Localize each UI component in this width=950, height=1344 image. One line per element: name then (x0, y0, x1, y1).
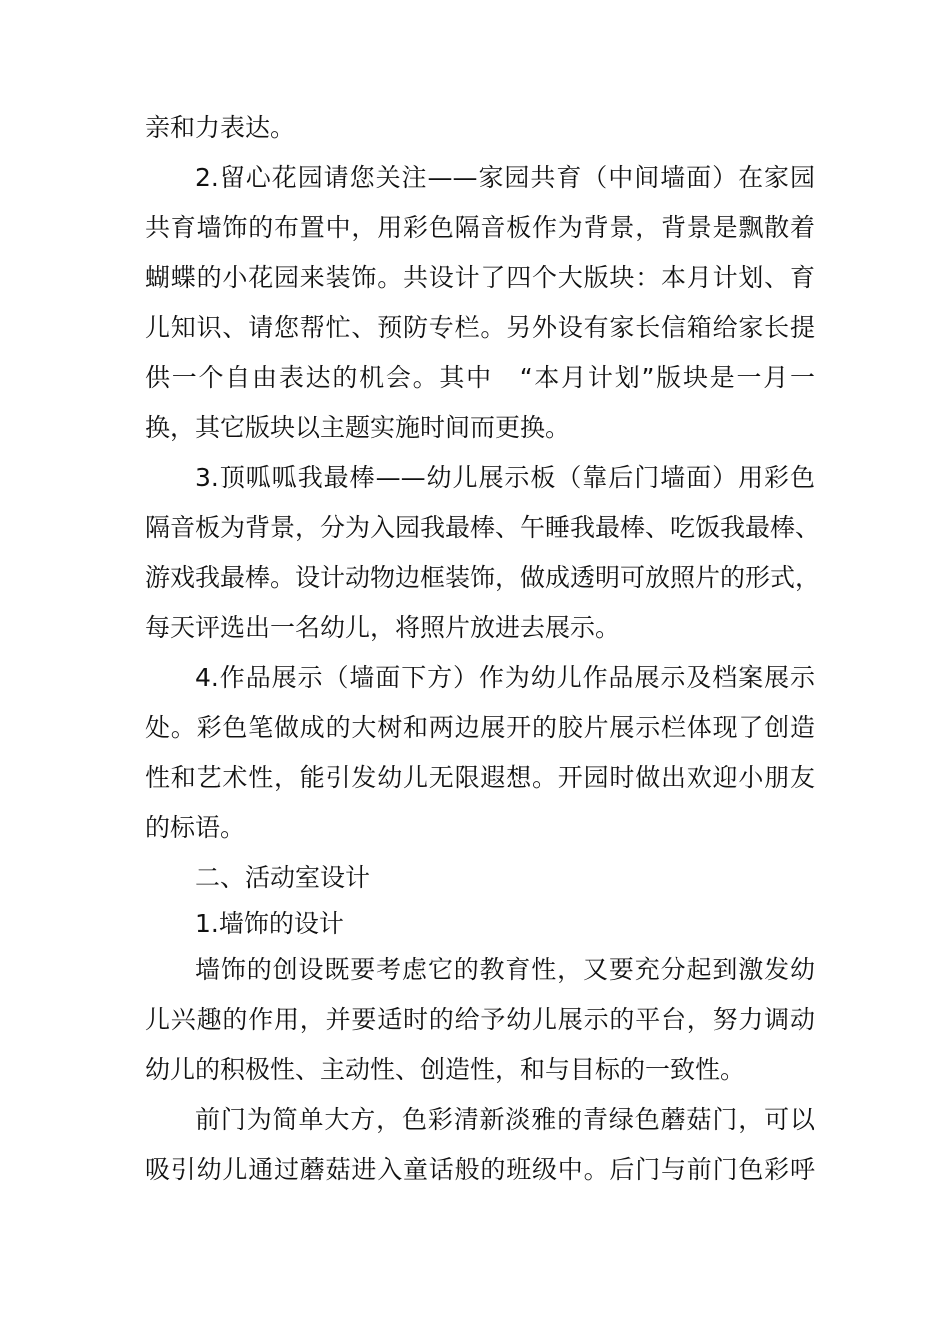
text-line: 儿知识、请您帮忙、预防专栏。另外设有家长信箱给家长提 (145, 313, 815, 342)
subsection-heading: 1.墙饰的设计 (195, 909, 344, 938)
text-line: 性和艺术性，能引发幼儿无限遐想。开园时做出欢迎小朋友 (145, 763, 815, 792)
text-line: 前门为简单大方，色彩清新淡雅的青绿色蘑菇门，可以 (195, 1105, 815, 1134)
text-line: 儿兴趣的作用，并要适时的给予幼儿展示的平台，努力调动 (145, 1005, 815, 1034)
text-line: 蝴蝶的小花园来装饰。共设计了四个大版块：本月计划、育 (145, 263, 815, 292)
text-line: 处。彩色笔做成的大树和两边展开的胶片展示栏体现了创造 (145, 713, 815, 742)
section-heading: 二、活动室设计 (195, 863, 371, 892)
text-line: 吸引幼儿通过蘑菇进入童话般的班级中。后门与前门色彩呼 (145, 1155, 815, 1184)
text-line: 每天评选出一名幼儿，将照片放进去展示。 (145, 613, 621, 642)
text-line: 亲和力表达。 (145, 113, 296, 142)
text-line: 2.留心花园请您关注——家园共育（中间墙面）在家园 (195, 163, 815, 192)
text-line: 的标语。 (145, 813, 246, 842)
text-line: 供一个自由表达的机会。其中 “本月计划”版块是一月一 (145, 363, 815, 392)
text-line: 幼儿的积极性、主动性、创造性，和与目标的一致性。 (145, 1055, 746, 1084)
text-line: 共育墙饰的布置中，用彩色隔音板作为背景，背景是飘散着 (145, 213, 815, 242)
text-line: 4.作品展示（墙面下方）作为幼儿作品展示及档案展示 (195, 663, 815, 692)
text-line: 墙饰的创设既要考虑它的教育性，又要充分起到激发幼 (195, 955, 815, 984)
text-line: 隔音板为背景，分为入园我最棒、午睡我最棒、吃饭我最棒、 (145, 513, 821, 542)
text-line: 换，其它版块以主题实施时间而更换。 (145, 413, 571, 442)
text-line: 3.顶呱呱我最棒——幼儿展示板（靠后门墙面）用彩色 (195, 463, 815, 492)
text-line: 游戏我最棒。设计动物边框装饰，做成透明可放照片的形式， (145, 563, 821, 592)
body-text (145, 103, 821, 1195)
